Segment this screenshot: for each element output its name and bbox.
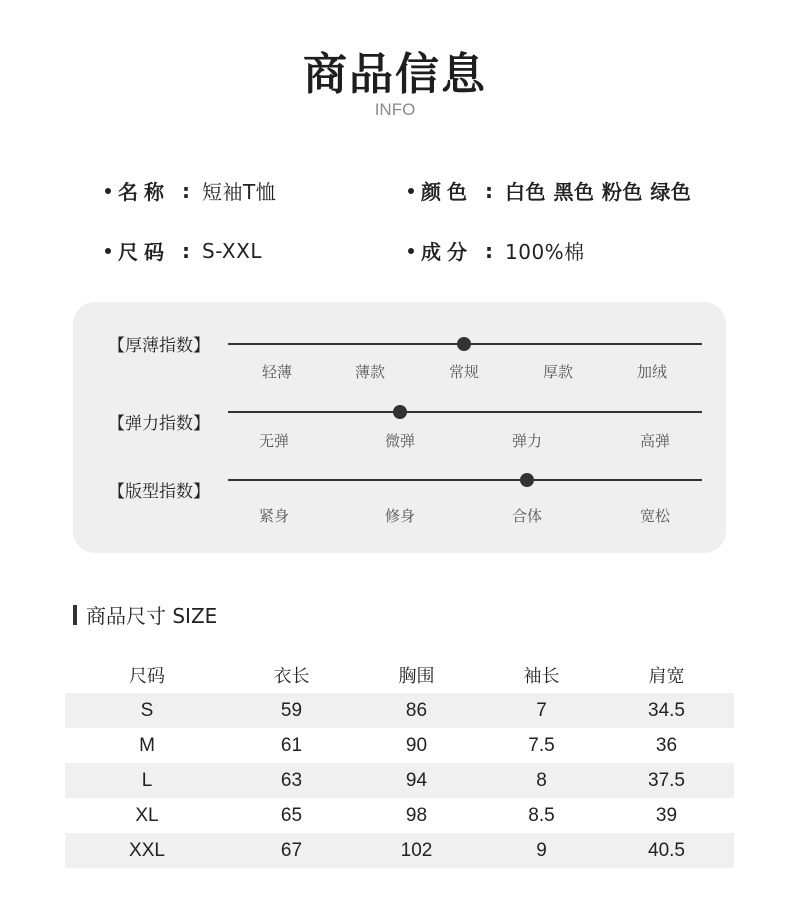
table-cell: 86 [405, 699, 428, 721]
table-cell: 37.5 [648, 769, 685, 791]
spec-value: S-XXL [202, 238, 262, 263]
index-label: 【厚薄指数】 [108, 336, 210, 356]
size-section-title: 商品尺寸 SIZE [86, 604, 218, 628]
index-option: 加绒 [636, 363, 668, 381]
table-cell: 59 [280, 699, 303, 721]
spec-colon: : [182, 178, 190, 203]
index-marker-icon [457, 337, 471, 351]
spec-value: 短袖T恤 [202, 180, 277, 204]
table-cell: 61 [280, 734, 303, 756]
table-header-row [65, 657, 734, 693]
spec-key: 尺码 [118, 240, 170, 264]
table-header-cell: 袖长 [523, 666, 560, 687]
table-cell: S [140, 699, 154, 721]
index-option: 常规 [448, 363, 480, 381]
index-option: 合体 [511, 507, 543, 525]
page-title: 商品信息 [303, 49, 487, 100]
spec-value: 白色 黑色 粉色 绿色 [505, 180, 692, 204]
index-option: 弹力 [511, 432, 543, 450]
table-cell: XXL [129, 839, 165, 861]
table-header-cell: 肩宽 [648, 666, 685, 687]
index-option: 无弹 [258, 432, 290, 450]
table-row [65, 728, 734, 763]
table-row [65, 798, 734, 833]
table-header-cell: 胸围 [398, 666, 435, 687]
index-option: 微弹 [384, 432, 416, 450]
size-table [65, 657, 734, 868]
index-option: 轻薄 [261, 363, 293, 381]
table-cell: 63 [280, 769, 303, 791]
heading-bar-icon [73, 605, 77, 625]
table-cell: 90 [405, 734, 428, 756]
table-row [65, 763, 734, 798]
spec-colon: : [485, 178, 493, 203]
bullet-icon [408, 248, 414, 254]
table-row [65, 693, 734, 728]
table-cell: L [141, 769, 153, 791]
index-label: 【版型指数】 [108, 482, 210, 502]
table-cell: 36 [655, 734, 678, 756]
size-section-heading [73, 600, 217, 629]
table-header-cell: 尺码 [129, 666, 165, 687]
table-cell: 7.5 [528, 734, 555, 756]
table-row [65, 833, 734, 868]
index-track [228, 411, 702, 413]
table-cell: 94 [405, 769, 428, 791]
spec-name [105, 176, 276, 205]
spec-material [408, 236, 585, 265]
spec-key: 名称 [118, 180, 170, 204]
index-option: 紧身 [258, 507, 290, 525]
table-cell: 102 [400, 839, 433, 861]
spec-key: 成分 [421, 240, 473, 264]
index-option: 薄款 [354, 363, 386, 381]
table-cell: 98 [405, 804, 428, 826]
table-cell: 40.5 [648, 839, 685, 861]
index-track [228, 479, 702, 481]
spec-colon: : [485, 238, 493, 263]
table-cell: M [139, 734, 155, 756]
table-cell: 67 [280, 839, 303, 861]
table-cell: 8 [536, 769, 547, 791]
index-marker-icon [393, 405, 407, 419]
index-option: 厚款 [542, 363, 574, 381]
table-header-cell: 衣长 [273, 666, 310, 687]
index-option: 高弹 [639, 432, 671, 450]
index-label: 【弹力指数】 [108, 414, 210, 434]
spec-value: 100%棉 [505, 240, 585, 264]
bullet-icon [105, 248, 111, 254]
page-subtitle: INFO [374, 100, 416, 119]
spec-size [105, 236, 262, 265]
index-option: 修身 [384, 507, 416, 525]
table-cell: 39 [655, 804, 678, 826]
index-option: 宽松 [639, 507, 671, 525]
bullet-icon [408, 188, 414, 194]
bullet-icon [105, 188, 111, 194]
index-marker-icon [520, 473, 534, 487]
table-cell: 7 [536, 699, 547, 721]
table-cell: 8.5 [528, 804, 555, 826]
table-cell: 9 [536, 839, 547, 861]
table-cell: 34.5 [648, 699, 685, 721]
spec-colon: : [182, 238, 190, 263]
table-cell: XL [135, 804, 159, 826]
table-cell: 65 [280, 804, 303, 826]
spec-color [408, 176, 691, 205]
spec-key: 颜色 [421, 180, 473, 204]
